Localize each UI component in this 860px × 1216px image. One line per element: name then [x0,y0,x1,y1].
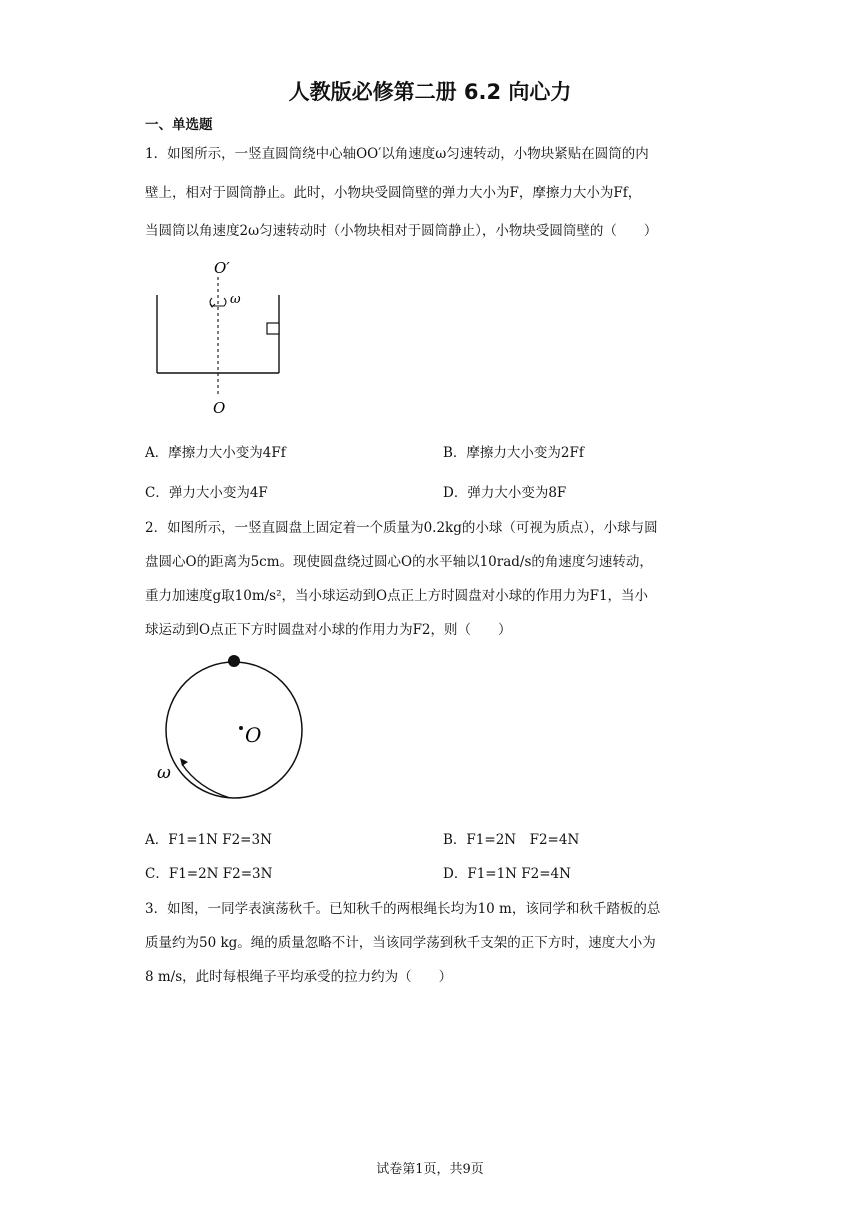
q1-option-a: A．摩擦力大小变为4Ff [145,445,286,461]
q2-option-c: C．F1=2N F2=3N [145,866,273,882]
q1-cylinder-figure [150,255,290,420]
q3-line-3: 8 m/s，此时每根绳子平均承受的拉力约为（ ） [145,969,453,985]
page-title: 人教版必修第二册 6.2 向心力 [288,80,572,104]
q1-label-omega: ω [230,292,241,307]
q2-disk [166,662,302,798]
q2-option-b: B．F1=2N F2=4N [443,832,580,848]
q1-label-top: O′ [214,259,230,277]
q2-line-4: 球运动到O点正下方时圆盘对小球的作用力为F2，则（ ） [145,622,512,638]
q1-block [267,323,279,334]
q1-option-b: B．摩擦力大小变为2Ff [443,445,584,461]
q2-label-omega: ω [157,763,171,783]
q2-label-center: O [245,723,262,747]
q2-line-3: 重力加速度g取10m/s²，当小球运动到O点正上方时圆盘对小球的作用力为F1，当小 [145,588,649,604]
q2-line-1: 2．如图所示，一竖直圆盘上固定着一个质量为0.2kg的小球（可视为质点），小球与圆 [145,520,658,536]
q1-line-1: 1．如图所示，一竖直圆筒绕中心轴OO′以角速度ω匀速转动，小物块紧贴在圆筒的内 [145,146,649,162]
q1-label-bottom: O [213,399,226,417]
q2-disk-figure [150,650,320,800]
q1-option-c: C．弹力大小变为4F [145,485,268,501]
q2-center-dot [239,726,243,730]
q2-line-2: 盘圆心O的距离为5cm。现使圆盘绕过圆心O的水平轴以10rad/s的角速度匀速转动， [145,554,653,570]
q1-line-3: 当圆筒以角速度2ω匀速转动时（小物块相对于圆筒静止），小物块受圆筒壁的（ ） [145,223,658,239]
q2-ball [228,655,240,667]
q2-option-d: D．F1=1N F2=4N [443,866,571,882]
q3-line-1: 3．如图，一同学表演荡秋千。已知秋千的两根绳长均为10 m，该同学和秋千踏板的总 [145,901,661,917]
q2-option-a: A．F1=1N F2=3N [145,832,272,848]
section-heading: 一、单选题 [145,117,213,133]
q3-line-2: 质量约为50 kg。绳的质量忽略不计，当该同学荡到秋千支架的正下方时，速度大小为 [145,935,656,951]
q1-option-d: D．弹力大小变为8F [443,485,567,501]
q1-line-2: 壁上，相对于圆筒静止。此时，小物块受圆筒壁的弹力大小为F，摩擦力大小为Ff， [145,185,642,201]
page-footer: 试卷第1页，共9页 [376,1162,484,1177]
